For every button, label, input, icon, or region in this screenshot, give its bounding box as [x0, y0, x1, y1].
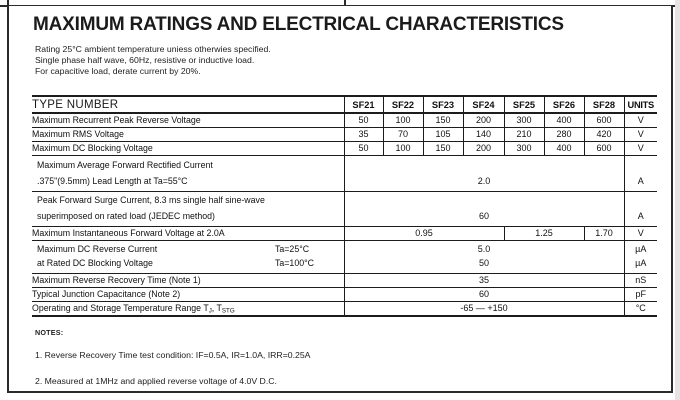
spec-value: 50 — [344, 113, 383, 127]
spec-label — [32, 155, 344, 191]
spec-value: 280 — [544, 127, 584, 141]
condition-line-2: Single phase half wave, 60Hz, resistive or inductive load. — [35, 55, 255, 65]
unit-value: µA — [635, 244, 647, 254]
condition-line-3: For capacitive load, derate current by 20%. — [35, 66, 201, 76]
row-junction-capacitance — [32, 287, 657, 301]
spec-value-merged — [344, 191, 624, 226]
spec-label — [32, 301, 344, 316]
unit-value: A — [637, 211, 644, 221]
row-reverse-recovery-time — [32, 273, 657, 287]
subscript-stg: STG — [221, 307, 235, 314]
rating-conditions — [35, 44, 271, 77]
spec-value: 50 — [478, 258, 489, 268]
spec-label — [32, 191, 344, 226]
subscript-j: J — [208, 307, 212, 314]
row-peak-reverse-voltage — [32, 113, 657, 127]
row-dc-blocking-voltage — [32, 141, 657, 155]
spec-label-line2: superimposed on rated load (JEDEC method) — [37, 211, 215, 221]
spec-value: 140 — [463, 127, 504, 141]
spec-label: Maximum DC Blocking Voltage — [32, 141, 344, 155]
notes-heading: NOTES: — [35, 328, 64, 337]
spec-value-merged — [344, 155, 624, 191]
unit-cell: nS — [624, 273, 657, 287]
row-dc-reverse-current — [32, 240, 657, 273]
spec-value: 5.0 — [477, 244, 491, 254]
spec-value: 50 — [344, 141, 383, 155]
col-header-sf28: SF28 — [584, 96, 624, 113]
unit-cell: V — [624, 141, 657, 155]
unit-value: A — [637, 175, 644, 186]
condition-line-1: Rating 25°C ambient temperature uniess otherwies specified. — [35, 44, 271, 54]
spec-value: 300 — [504, 141, 544, 155]
unit-cell — [624, 155, 657, 191]
row-rms-voltage — [32, 127, 657, 141]
col-header-sf24: SF24 — [463, 96, 504, 113]
spec-label-text: Operating and Storage Temperature Range T — [32, 302, 209, 313]
col-header-units: UNITS — [624, 96, 657, 113]
col-header-type-number: TYPE NUMBER — [32, 96, 344, 113]
unit-cell: V — [624, 113, 657, 127]
spec-label: Maximum Reverse Recovery Time (Note 1) — [32, 273, 344, 287]
spec-label: Maximum RMS Voltage — [32, 127, 344, 141]
row-avg-forward-current — [32, 155, 657, 191]
note-1: 1. Reverse Recovery Time test condition: IF=0.5A, IR=1.0A, IRR=0.25A — [35, 350, 311, 360]
unit-cell: V — [624, 127, 657, 141]
spec-value: 420 — [584, 127, 624, 141]
spec-value: 70 — [383, 127, 423, 141]
page-edge-shadow — [675, 0, 680, 400]
note-2: 2. Measured at 1MHz and applied reverse voltage of 4.0V D.C. — [35, 376, 277, 386]
row-forward-voltage — [32, 226, 657, 240]
unit-cell — [624, 240, 657, 273]
spec-label: Maximum Recurrent Peak Reverse Voltage — [32, 113, 344, 127]
col-header-sf26: SF26 — [544, 96, 584, 113]
spec-value-merged — [344, 240, 624, 273]
spec-label-text: Maximum DC Reverse Current — [37, 244, 158, 254]
unit-cell: pF — [624, 287, 657, 301]
spec-label-line1 — [32, 244, 344, 254]
unit-cell: V — [624, 226, 657, 240]
spec-label-text: , T — [211, 302, 222, 313]
spec-value: 2.0 — [477, 175, 491, 186]
spec-value-merged: 60 — [344, 287, 624, 301]
spec-label-line1: Peak Forward Surge Current, 8.3 ms single half sine-wave — [37, 195, 265, 205]
spec-condition: Ta=100°C — [275, 258, 314, 268]
spec-label-text: at Rated DC Blocking Voltage — [37, 258, 153, 268]
unit-cell: °C — [624, 301, 657, 316]
spec-value-sf21-sf24: 0.95 — [344, 226, 504, 240]
spec-value: 210 — [504, 127, 544, 141]
spec-value: 100 — [383, 141, 423, 155]
notes-section — [35, 328, 310, 386]
row-surge-current — [32, 191, 657, 226]
col-header-sf22: SF22 — [383, 96, 423, 113]
spec-value: 150 — [423, 141, 463, 155]
content-frame — [7, 6, 673, 393]
spec-value-sf25-sf26: 1.25 — [504, 226, 584, 240]
spec-value-merged: -65 — +150 — [344, 301, 624, 316]
spec-condition: Ta=25°C — [275, 244, 310, 254]
spec-label-line2: .375"(9.5mm) Lead Length at Ta=55°C — [37, 175, 188, 186]
spec-value: 200 — [463, 113, 504, 127]
ratings-table — [32, 95, 657, 317]
spec-value-sf28: 1.70 — [584, 226, 624, 240]
table-header-row — [32, 96, 657, 113]
col-header-sf23: SF23 — [423, 96, 463, 113]
col-header-sf25: SF25 — [504, 96, 544, 113]
spec-value: 300 — [504, 113, 544, 127]
section-title: MAXIMUM RATINGS AND ELECTRICAL CHARACTERISTICS — [33, 14, 564, 35]
col-header-sf21: SF21 — [344, 96, 383, 113]
spec-label — [32, 240, 344, 273]
spec-value: 200 — [463, 141, 504, 155]
unit-cell — [624, 191, 657, 226]
spec-value: 600 — [584, 141, 624, 155]
spec-value: 100 — [383, 113, 423, 127]
spec-value: 60 — [478, 211, 489, 221]
spec-value: 105 — [423, 127, 463, 141]
unit-value: µA — [635, 258, 647, 268]
row-temperature-range — [32, 301, 657, 316]
spec-value: 400 — [544, 113, 584, 127]
spec-value: 600 — [584, 113, 624, 127]
spec-value: 35 — [344, 127, 383, 141]
spec-value: 400 — [544, 141, 584, 155]
spec-label-line1: Maximum Average Forward Rectified Current — [37, 159, 213, 170]
spec-label: Typical Junction Capacitance (Note 2) — [32, 287, 344, 301]
spec-value-merged: 35 — [344, 273, 624, 287]
spec-label: Maximum Instantaneous Forward Voltage at 2.0A — [32, 226, 344, 240]
spec-value: 150 — [423, 113, 463, 127]
spec-label-line2 — [32, 258, 344, 268]
